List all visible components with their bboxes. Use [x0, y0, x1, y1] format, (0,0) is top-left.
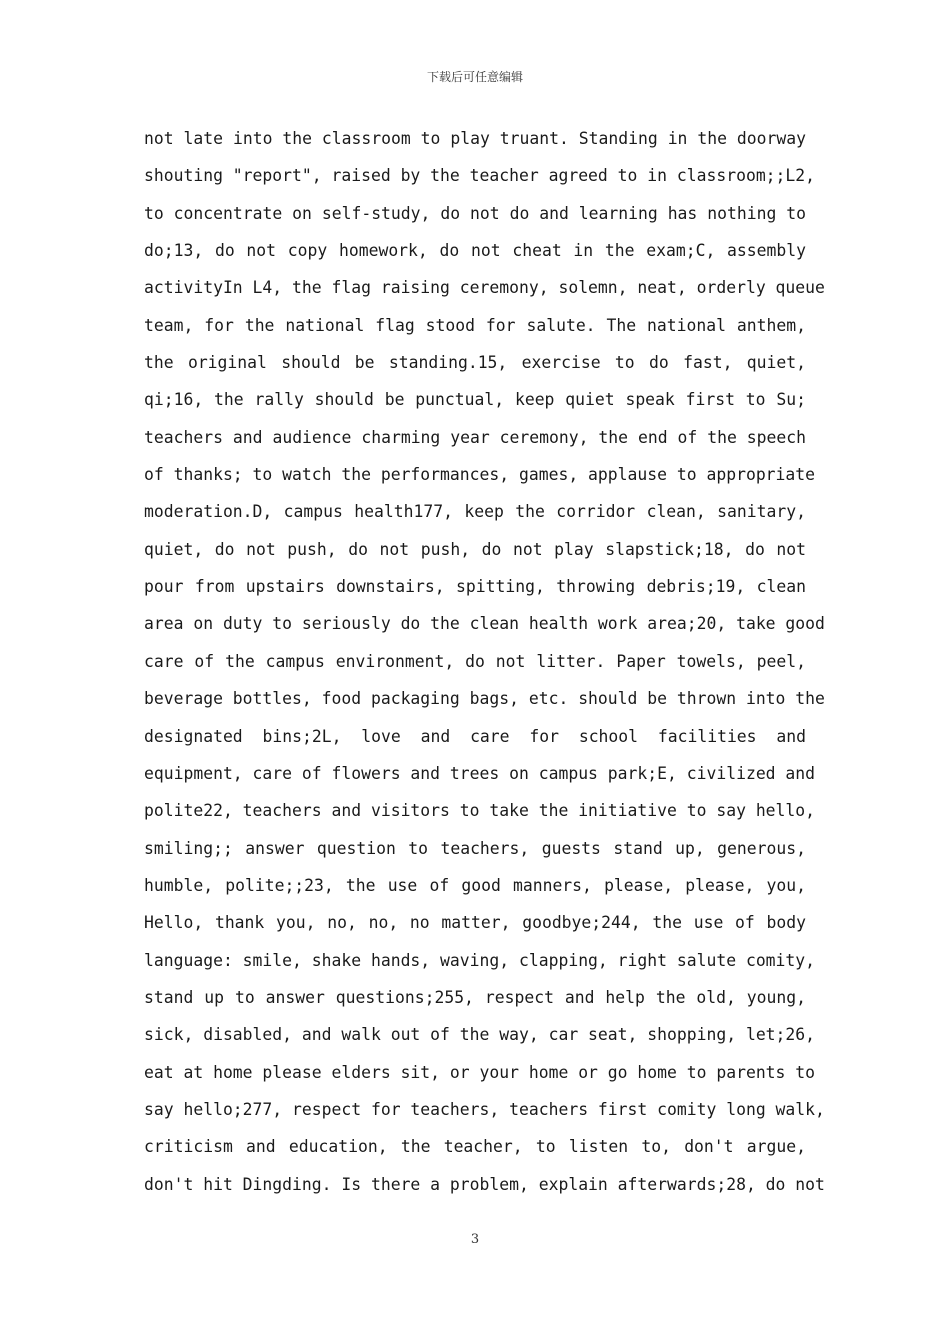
text-line: not late into the classroom to play truant. Standing in the doorway: [144, 129, 806, 148]
text-line: moderation.D, campus health177, keep the corridor clean, sanitary,: [144, 502, 806, 522]
text-line: of thanks; to watch the performances, games, applause to appropriate: [144, 465, 816, 485]
text-line: say hello;277, respect for teachers, teachers first comity long walk,: [144, 1099, 825, 1119]
text-line: care of the campus environment, do not litter. Paper towels, peel,: [144, 651, 806, 671]
text-line: the original should be standing.15, exercise to do fast, quiet,: [144, 353, 806, 373]
text-line: polite22, teachers and visitors to take the initiative to say hello,: [144, 801, 816, 821]
page-header: 下载后可任意编辑: [426, 70, 523, 84]
text-line: beverage bottles, food packaging bags, etc. should be thrown into the: [144, 689, 825, 709]
text-line: smiling;; answer question to teachers, guests stand up, generous,: [144, 838, 806, 858]
body-text: [144, 120, 825, 1203]
text-line: qi;16, the rally should be punctual, keep quiet speak first to Su;: [144, 390, 806, 410]
text-line: team, for the national flag stood for salute. The national anthem,: [144, 315, 806, 335]
text-line: activityIn L4, the flag raising ceremony, solemn, neat, orderly queue: [144, 278, 825, 298]
text-line: shouting "report", raised by the teacher agreed to in classroom;;L2,: [144, 166, 816, 186]
text-line: language: smile, shake hands, waving, clapping, right salute comity,: [144, 950, 816, 970]
text-line: don't hit Dingding. Is there a problem, explain afterwards;28, do not: [144, 1174, 825, 1194]
text-line: designated bins;2L, love and care for school facilities and: [144, 726, 806, 746]
text-line: do;13, do not copy homework, do not cheat in the exam;C, assembly: [144, 241, 806, 261]
text-line: eat at home please elders sit, or your home or go home to parents to: [144, 1062, 816, 1082]
text-line: criticism and education, the teacher, to listen to, don't argue,: [144, 1137, 806, 1157]
text-line: humble, polite;;23, the use of good manners, please, please, you,: [144, 875, 806, 895]
page-number: 3: [470, 1232, 480, 1247]
text-line: teachers and audience charming year ceremony, the end of the speech: [144, 427, 806, 447]
text-line: to concentrate on self-study, do not do and learning has nothing to: [144, 203, 806, 223]
text-line: equipment, care of flowers and trees on campus park;E, civilized and: [144, 763, 816, 783]
text-line: stand up to answer questions;255, respect and help the old, young,: [144, 987, 806, 1007]
text-line: area on duty to seriously do the clean health work area;20, take good: [144, 614, 825, 634]
text-line: quiet, do not push, do not push, do not play slapstick;18, do not: [144, 539, 806, 559]
text-line: Hello, thank you, no, no, no matter, goodbye;244, the use of body: [144, 913, 806, 933]
text-line: pour from upstairs downstairs, spitting, throwing debris;19, clean: [144, 577, 806, 597]
text-line: sick, disabled, and walk out of the way, car seat, shopping, let;26,: [144, 1025, 816, 1045]
